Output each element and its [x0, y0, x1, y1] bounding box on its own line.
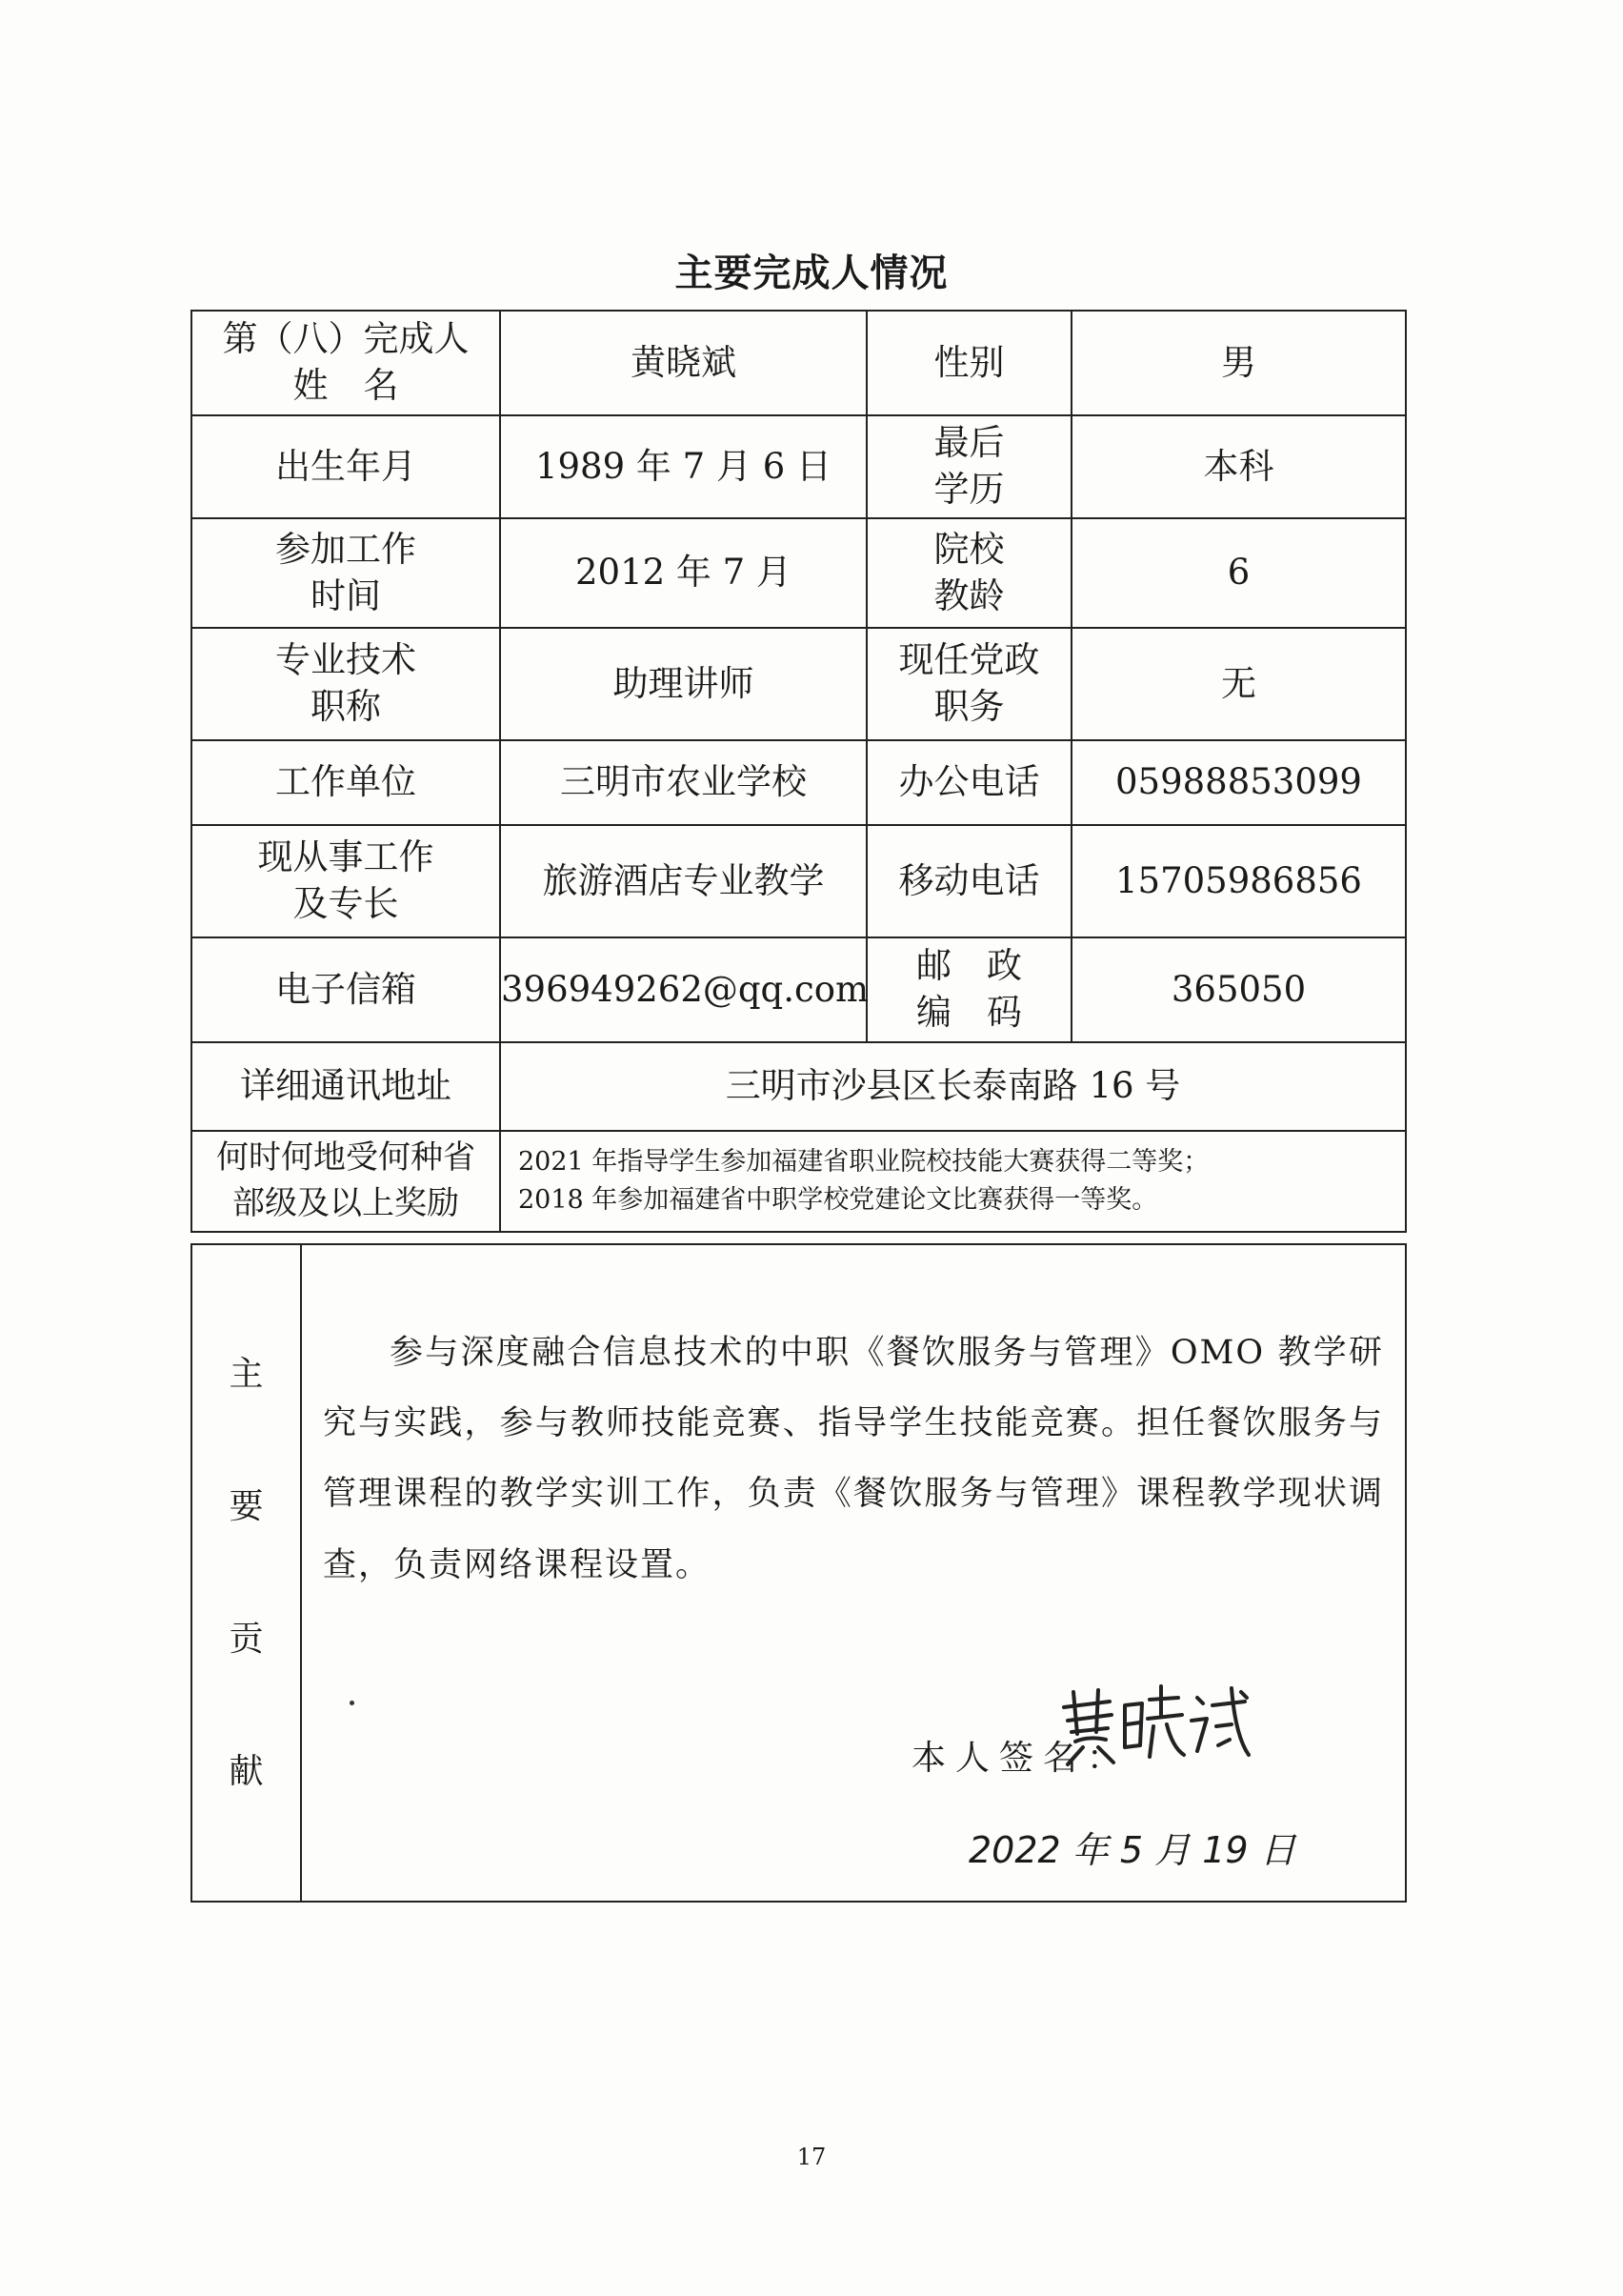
party-post-label: 现任党政职务	[867, 628, 1072, 740]
birth-value: 1989 年 7 月 6 日	[500, 415, 867, 518]
postcode-label: 邮 政编 码	[867, 937, 1072, 1042]
contribution-body	[301, 1244, 1406, 1902]
handwritten-signature	[1054, 1679, 1254, 1774]
signature-date: 2022 年 5 月 19 日	[969, 1829, 1296, 1871]
mobile-label: 移动电话	[867, 825, 1072, 937]
work-start-label: 参加工作时间	[191, 518, 500, 628]
teaching-years-value: 6	[1072, 518, 1406, 628]
award-item: 2018 年参加福建省中职学校党建论文比赛获得一等奖。	[518, 1185, 1158, 1215]
education-value: 本科	[1072, 415, 1406, 518]
office-phone-label: 办公电话	[867, 740, 1072, 825]
page-number: 17	[796, 2144, 827, 2170]
current-work-value: 旅游酒店专业教学	[500, 825, 867, 937]
postcode-value: 365050	[1072, 937, 1406, 1042]
address-label: 详细通讯地址	[191, 1042, 500, 1131]
ordinal-label: 第（八）完成人姓 名	[191, 311, 500, 415]
award-item: 2021 年指导学生参加福建省职业院校技能大赛获得二等奖；	[518, 1146, 1210, 1177]
current-work-label: 现从事工作及专长	[191, 825, 500, 937]
contribution-text: 参与深度融合信息技术的中职《餐饮服务与管理》OMO 教学研究与实践，参与教师技能竞赛、指导学生技能竞赛。担任餐饮服务与管理课程的教学实训工作，负责《餐饮服务与管理》课程教学现状调查，负责网络课程设置。	[323, 1334, 1384, 1584]
contribution-label: 主 要 贡 献	[191, 1244, 301, 1902]
teaching-years-label: 院校教龄	[867, 518, 1072, 628]
mobile-value: 15705986856	[1072, 825, 1406, 937]
office-phone-value: 05988853099	[1072, 740, 1406, 825]
ink-dot	[350, 1701, 354, 1705]
address-value: 三明市沙县区长泰南路 16 号	[500, 1042, 1406, 1131]
page-title: 主要完成人情况	[674, 252, 949, 295]
employer-label: 工作单位	[191, 740, 500, 825]
awards-list	[500, 1131, 1406, 1232]
email-label: 电子信箱	[191, 937, 500, 1042]
title-label: 专业技术职称	[191, 628, 500, 740]
birth-label: 出生年月	[191, 415, 500, 518]
name-value: 黄晓斌	[500, 311, 867, 415]
signature-label: 本人签名：	[912, 1739, 1132, 1778]
work-start-value: 2012 年 7 月	[500, 518, 867, 628]
contribution-table	[190, 1243, 1407, 1903]
title-value: 助理讲师	[500, 628, 867, 740]
email-value: 396949262@qq.com	[500, 937, 867, 1042]
party-post-value: 无	[1072, 628, 1406, 740]
person-info-table	[190, 310, 1407, 1233]
employer-value: 三明市农业学校	[500, 740, 867, 825]
education-label: 最后学历	[867, 415, 1072, 518]
gender-label: 性别	[867, 311, 1072, 415]
gender-value: 男	[1072, 311, 1406, 415]
awards-label: 何时何地受何种省部级及以上奖励	[191, 1131, 500, 1232]
